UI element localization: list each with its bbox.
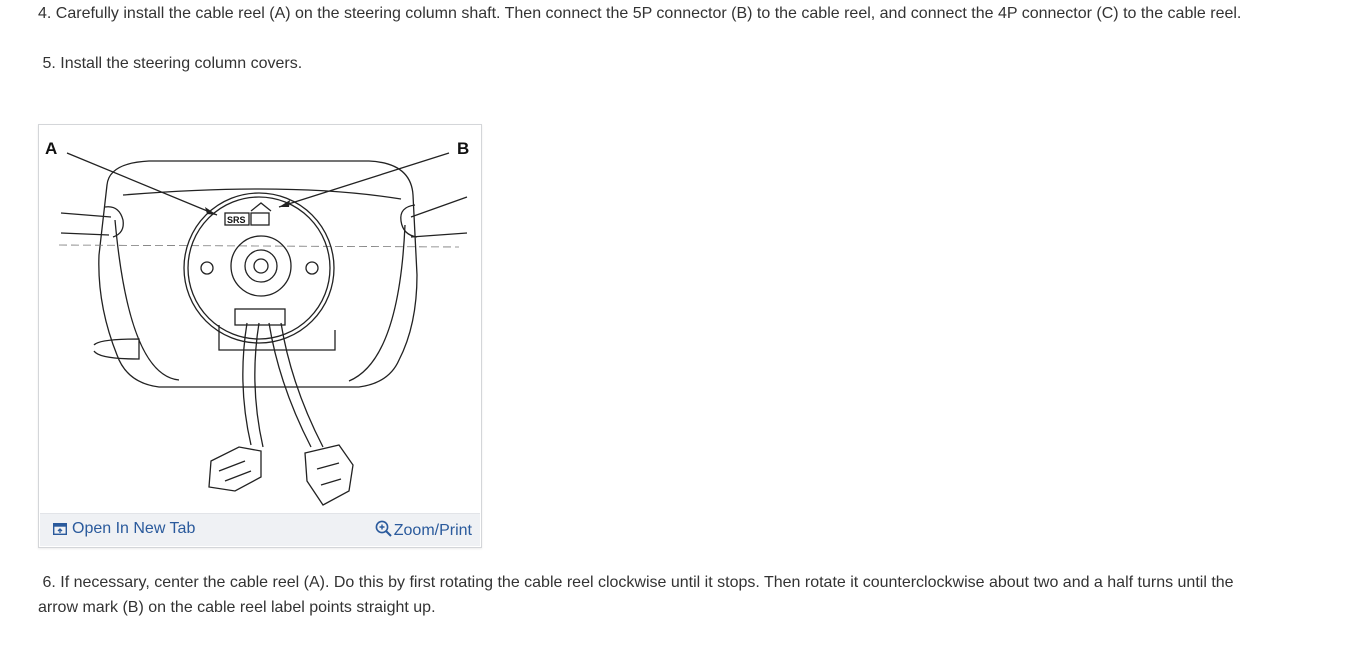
step-number: 5. <box>42 55 56 72</box>
step-6 <box>38 570 1238 620</box>
open-in-new-tab-link[interactable] <box>53 520 195 538</box>
open-in-new-tab-label: Open In New Tab <box>72 520 196 537</box>
step-4 <box>38 1 1278 26</box>
open-new-tab-icon <box>53 523 67 535</box>
step-number: 4. <box>38 5 52 22</box>
zoom-in-icon <box>375 520 392 537</box>
step-text: Carefully install the cable reel (A) on the steering column shaft. Then connect the 5P connector (B) to the cable reel, and connect the 4P connector (C) to the cable reel. <box>55 5 1242 22</box>
zoom-print-label: Zoom/Print <box>393 522 472 539</box>
step-number: 6. <box>42 574 56 591</box>
cable-reel-diagram <box>39 125 481 513</box>
callout-b: B <box>457 139 470 158</box>
figure-toolbar <box>40 513 480 546</box>
step-5 <box>38 51 302 76</box>
reel-label-srs: SRS <box>227 215 246 225</box>
step-text: If necessary, center the cable reel (A). Do this by first rotating the cable reel clockwise until it stops. Then rotate it counterclockwise about two and a half turns until the arrow mark (B) on the cable reel label points straight up. <box>38 574 1234 616</box>
connector-b <box>305 445 353 505</box>
connector-c <box>209 447 261 491</box>
step-text: Install the steering column covers. <box>60 55 303 72</box>
cable-reel-figure <box>38 124 482 548</box>
zoom-print-link[interactable] <box>375 520 472 540</box>
callout-a: A <box>45 139 58 158</box>
